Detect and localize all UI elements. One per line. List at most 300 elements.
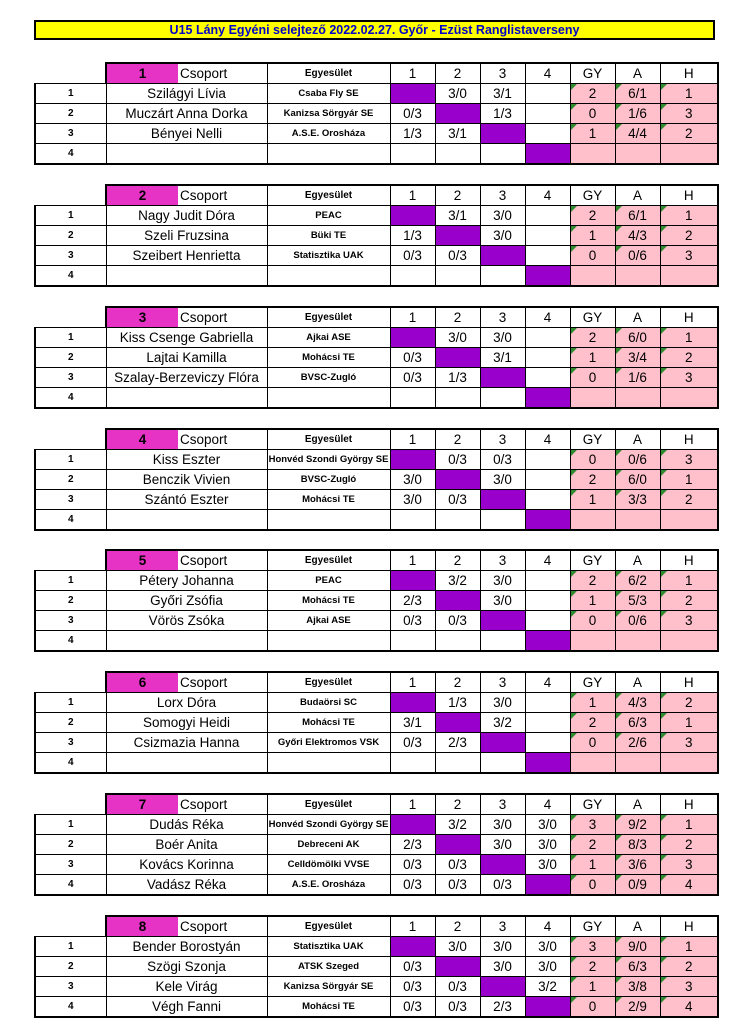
- placement: 2: [660, 835, 718, 855]
- placement: 4: [660, 875, 718, 896]
- player-club: Debreceni AK: [267, 835, 390, 855]
- match-score: 3/0: [480, 693, 525, 713]
- placement: 2: [660, 226, 718, 246]
- player-name: Kiss Csenge Gabriella: [106, 328, 267, 348]
- set-ratio: 6/3: [615, 713, 660, 733]
- self-match-cell: [435, 591, 480, 611]
- player-name: Kele Virág: [106, 977, 267, 997]
- player-row: [35, 997, 718, 1018]
- set-ratio: [615, 388, 660, 409]
- match-score: [480, 631, 525, 652]
- wins-count: 1: [570, 348, 615, 368]
- placement: [660, 510, 718, 531]
- header-spacer: [35, 794, 106, 815]
- match-score: 0/3: [390, 957, 435, 977]
- player-name: Szilágyi Lívia: [106, 84, 267, 104]
- header-spacer: [35, 550, 106, 571]
- match-score: [525, 124, 570, 144]
- self-match-cell: [390, 206, 435, 226]
- opponent-col-header: 4: [525, 185, 570, 206]
- player-row: [35, 815, 718, 835]
- set-ratio: [615, 510, 660, 531]
- player-name: Csizmazia Hanna: [106, 733, 267, 753]
- row-position: 4: [35, 631, 106, 652]
- self-match-cell: [480, 977, 525, 997]
- group-header-row: [35, 672, 718, 693]
- player-club: Statisztika UAK: [267, 937, 390, 957]
- player-row: [35, 510, 718, 531]
- set-ratio: 3/4: [615, 348, 660, 368]
- match-score: 0/3: [480, 450, 525, 470]
- wins-count: [570, 388, 615, 409]
- match-score: [525, 206, 570, 226]
- player-club: Ajkai ASE: [267, 328, 390, 348]
- wins-count: [570, 144, 615, 165]
- group-8: [34, 915, 717, 1018]
- match-score: 3/0: [435, 937, 480, 957]
- match-score: 0/3: [390, 246, 435, 266]
- wins-count: 2: [570, 713, 615, 733]
- player-club: A.S.E. Orosháza: [267, 875, 390, 896]
- h-header: H: [660, 63, 718, 84]
- opponent-col-header: 4: [525, 429, 570, 450]
- placement: 4: [660, 997, 718, 1018]
- a-header: A: [615, 672, 660, 693]
- player-name: Szántó Eszter: [106, 490, 267, 510]
- player-club: Ajkai ASE: [267, 611, 390, 631]
- match-score: [390, 144, 435, 165]
- self-match-cell: [480, 246, 525, 266]
- placement: 2: [660, 348, 718, 368]
- opponent-col-header: 2: [435, 916, 480, 937]
- player-name: Szögi Szonja: [106, 957, 267, 977]
- group-3: [34, 306, 717, 409]
- a-header: A: [615, 429, 660, 450]
- self-match-cell: [525, 144, 570, 165]
- match-score: 3/0: [480, 470, 525, 490]
- group-number: 8: [106, 916, 178, 937]
- match-score: 3/0: [525, 937, 570, 957]
- header-spacer: [35, 916, 106, 937]
- row-position: 3: [35, 855, 106, 875]
- player-name: [106, 266, 267, 287]
- player-club: [267, 144, 390, 165]
- row-position: 4: [35, 144, 106, 165]
- player-club: Celldömölki VVSE: [267, 855, 390, 875]
- player-name: Dudás Réka: [106, 815, 267, 835]
- player-club: Kanizsa Sörgyár SE: [267, 104, 390, 124]
- player-club: Honvéd Szondi György SE: [267, 815, 390, 835]
- match-score: 3/2: [480, 713, 525, 733]
- group-2: [34, 184, 717, 287]
- row-position: 4: [35, 510, 106, 531]
- club-header: Egyesület: [267, 550, 390, 571]
- opponent-col-header: 3: [480, 550, 525, 571]
- player-club: [267, 266, 390, 287]
- group-header-row: [35, 550, 718, 571]
- gy-header: GY: [570, 794, 615, 815]
- opponent-col-header: 3: [480, 794, 525, 815]
- match-score: 3/2: [435, 571, 480, 591]
- match-score: 3/1: [435, 124, 480, 144]
- match-score: 0/3: [390, 855, 435, 875]
- match-score: [525, 450, 570, 470]
- self-match-cell: [435, 348, 480, 368]
- placement: 1: [660, 84, 718, 104]
- opponent-col-header: 1: [390, 794, 435, 815]
- wins-count: [570, 266, 615, 287]
- set-ratio: 3/3: [615, 490, 660, 510]
- self-match-cell: [390, 937, 435, 957]
- wins-count: 0: [570, 368, 615, 388]
- match-score: 0/3: [390, 733, 435, 753]
- row-position: 2: [35, 226, 106, 246]
- player-row: [35, 388, 718, 409]
- opponent-col-header: 3: [480, 429, 525, 450]
- row-position: 1: [35, 815, 106, 835]
- player-row: [35, 977, 718, 997]
- player-name: Boér Anita: [106, 835, 267, 855]
- player-club: PEAC: [267, 206, 390, 226]
- group-label: Csoport: [178, 429, 267, 450]
- row-position: 1: [35, 693, 106, 713]
- opponent-col-header: 3: [480, 63, 525, 84]
- player-row: [35, 226, 718, 246]
- group-label: Csoport: [178, 550, 267, 571]
- match-score: [390, 266, 435, 287]
- self-match-cell: [390, 84, 435, 104]
- player-row: [35, 733, 718, 753]
- wins-count: [570, 631, 615, 652]
- row-position: 1: [35, 937, 106, 957]
- group-table: [34, 184, 719, 287]
- match-score: [435, 144, 480, 165]
- placement: 3: [660, 368, 718, 388]
- match-score: [525, 713, 570, 733]
- placement: 1: [660, 328, 718, 348]
- set-ratio: 6/0: [615, 470, 660, 490]
- opponent-col-header: 1: [390, 307, 435, 328]
- match-score: [435, 266, 480, 287]
- group-table: [34, 671, 719, 774]
- match-score: [480, 753, 525, 774]
- row-position: 1: [35, 328, 106, 348]
- match-score: 0/3: [390, 104, 435, 124]
- match-score: 0/3: [390, 875, 435, 896]
- group-header-row: [35, 63, 718, 84]
- set-ratio: 0/6: [615, 450, 660, 470]
- player-row: [35, 591, 718, 611]
- match-score: 3/1: [480, 84, 525, 104]
- set-ratio: 2/6: [615, 733, 660, 753]
- group-4: [34, 428, 717, 531]
- match-score: 0/3: [435, 611, 480, 631]
- player-club: [267, 631, 390, 652]
- placement: 1: [660, 713, 718, 733]
- wins-count: 0: [570, 104, 615, 124]
- self-match-cell: [435, 957, 480, 977]
- player-row: [35, 490, 718, 510]
- player-club: Mohácsi TE: [267, 713, 390, 733]
- player-club: Csaba Fly SE: [267, 84, 390, 104]
- player-club: BVSC-Zugló: [267, 470, 390, 490]
- wins-count: 0: [570, 733, 615, 753]
- group-number: 3: [106, 307, 178, 328]
- set-ratio: 1/6: [615, 104, 660, 124]
- group-table: [34, 62, 719, 165]
- wins-count: 1: [570, 855, 615, 875]
- player-name: Vadász Réka: [106, 875, 267, 896]
- wins-count: 2: [570, 571, 615, 591]
- player-name: Lajtai Kamilla: [106, 348, 267, 368]
- row-position: 4: [35, 997, 106, 1018]
- match-score: 1/3: [480, 104, 525, 124]
- player-name: Bényei Nelli: [106, 124, 267, 144]
- set-ratio: 6/2: [615, 571, 660, 591]
- match-score: [525, 226, 570, 246]
- group-label: Csoport: [178, 794, 267, 815]
- match-score: 3/0: [525, 835, 570, 855]
- self-match-cell: [525, 266, 570, 287]
- set-ratio: 0/6: [615, 246, 660, 266]
- player-name: Muczárt Anna Dorka: [106, 104, 267, 124]
- self-match-cell: [390, 693, 435, 713]
- match-score: 3/0: [390, 470, 435, 490]
- placement: 3: [660, 611, 718, 631]
- self-match-cell: [525, 510, 570, 531]
- row-position: 3: [35, 611, 106, 631]
- placement: 2: [660, 957, 718, 977]
- group-label: Csoport: [178, 307, 267, 328]
- player-name: Végh Fanni: [106, 997, 267, 1018]
- player-club: Kanizsa Sörgyár SE: [267, 977, 390, 997]
- wins-count: 1: [570, 124, 615, 144]
- player-row: [35, 246, 718, 266]
- set-ratio: [615, 266, 660, 287]
- self-match-cell: [435, 835, 480, 855]
- player-row: [35, 328, 718, 348]
- match-score: [525, 348, 570, 368]
- player-name: Nagy Judit Dóra: [106, 206, 267, 226]
- match-score: 2/3: [480, 997, 525, 1018]
- group-header-row: [35, 916, 718, 937]
- opponent-col-header: 1: [390, 63, 435, 84]
- row-position: 4: [35, 388, 106, 409]
- group-number: 6: [106, 672, 178, 693]
- placement: 2: [660, 591, 718, 611]
- placement: 3: [660, 246, 718, 266]
- player-name: Lorx Dóra: [106, 693, 267, 713]
- match-score: 3/0: [525, 957, 570, 977]
- group-6: [34, 671, 717, 774]
- row-position: 3: [35, 246, 106, 266]
- match-score: 3/0: [525, 815, 570, 835]
- player-row: [35, 835, 718, 855]
- player-row: [35, 693, 718, 713]
- player-row: [35, 470, 718, 490]
- match-score: 3/0: [480, 957, 525, 977]
- opponent-col-header: 2: [435, 550, 480, 571]
- wins-count: 0: [570, 997, 615, 1018]
- placement: 3: [660, 733, 718, 753]
- wins-count: 1: [570, 490, 615, 510]
- match-score: 0/3: [435, 997, 480, 1018]
- match-score: [390, 753, 435, 774]
- group-label: Csoport: [178, 916, 267, 937]
- set-ratio: 2/9: [615, 997, 660, 1018]
- group-table: [34, 549, 719, 652]
- set-ratio: 1/6: [615, 368, 660, 388]
- self-match-cell: [525, 388, 570, 409]
- gy-header: GY: [570, 307, 615, 328]
- match-score: 0/3: [390, 611, 435, 631]
- player-name: Vörös Zsóka: [106, 611, 267, 631]
- group-table: [34, 915, 719, 1018]
- match-score: [435, 388, 480, 409]
- player-row: [35, 957, 718, 977]
- placement: 2: [660, 490, 718, 510]
- opponent-col-header: 2: [435, 429, 480, 450]
- opponent-col-header: 1: [390, 672, 435, 693]
- header-spacer: [35, 672, 106, 693]
- wins-count: 2: [570, 328, 615, 348]
- self-match-cell: [480, 855, 525, 875]
- player-club: [267, 753, 390, 774]
- player-row: [35, 937, 718, 957]
- match-score: 3/0: [480, 591, 525, 611]
- player-name: Kiss Eszter: [106, 450, 267, 470]
- self-match-cell: [435, 226, 480, 246]
- row-position: 3: [35, 490, 106, 510]
- h-header: H: [660, 185, 718, 206]
- opponent-col-header: 3: [480, 185, 525, 206]
- opponent-col-header: 2: [435, 794, 480, 815]
- player-row: [35, 266, 718, 287]
- wins-count: 1: [570, 977, 615, 997]
- header-spacer: [35, 63, 106, 84]
- self-match-cell: [525, 631, 570, 652]
- player-club: [267, 510, 390, 531]
- match-score: 2/3: [390, 835, 435, 855]
- match-score: [525, 246, 570, 266]
- player-club: Honvéd Szondi György SE: [267, 450, 390, 470]
- player-club: BVSC-Zugló: [267, 368, 390, 388]
- self-match-cell: [390, 571, 435, 591]
- match-score: [435, 510, 480, 531]
- player-name: Szalay-Berzeviczy Flóra: [106, 368, 267, 388]
- match-score: 3/0: [480, 835, 525, 855]
- set-ratio: 0/6: [615, 611, 660, 631]
- row-position: 3: [35, 368, 106, 388]
- match-score: 0/3: [390, 997, 435, 1018]
- row-position: 2: [35, 470, 106, 490]
- wins-count: 1: [570, 693, 615, 713]
- wins-count: 3: [570, 815, 615, 835]
- gy-header: GY: [570, 550, 615, 571]
- row-position: 1: [35, 206, 106, 226]
- placement: 1: [660, 571, 718, 591]
- match-score: [480, 510, 525, 531]
- match-score: 0/3: [435, 875, 480, 896]
- opponent-col-header: 1: [390, 550, 435, 571]
- opponent-col-header: 4: [525, 63, 570, 84]
- row-position: 2: [35, 957, 106, 977]
- wins-count: 1: [570, 591, 615, 611]
- match-score: 3/1: [435, 206, 480, 226]
- group-table: [34, 793, 719, 896]
- a-header: A: [615, 550, 660, 571]
- self-match-cell: [525, 875, 570, 896]
- row-position: 2: [35, 104, 106, 124]
- group-number: 1: [106, 63, 178, 84]
- self-match-cell: [390, 450, 435, 470]
- group-number: 7: [106, 794, 178, 815]
- opponent-col-header: 4: [525, 672, 570, 693]
- set-ratio: 4/3: [615, 693, 660, 713]
- set-ratio: 6/1: [615, 84, 660, 104]
- set-ratio: 3/6: [615, 855, 660, 875]
- match-score: 1/3: [390, 226, 435, 246]
- match-score: [390, 510, 435, 531]
- club-header: Egyesület: [267, 307, 390, 328]
- player-club: Büki TE: [267, 226, 390, 246]
- opponent-col-header: 2: [435, 185, 480, 206]
- club-header: Egyesület: [267, 185, 390, 206]
- match-score: [525, 693, 570, 713]
- match-score: 3/1: [480, 348, 525, 368]
- row-position: 4: [35, 266, 106, 287]
- wins-count: 0: [570, 875, 615, 896]
- player-club: Mohácsi TE: [267, 348, 390, 368]
- match-score: 3/0: [480, 815, 525, 835]
- self-match-cell: [390, 815, 435, 835]
- match-score: 1/3: [435, 693, 480, 713]
- set-ratio: 4/4: [615, 124, 660, 144]
- match-score: 3/0: [435, 84, 480, 104]
- opponent-col-header: 4: [525, 307, 570, 328]
- club-header: Egyesület: [267, 916, 390, 937]
- self-match-cell: [480, 124, 525, 144]
- match-score: [525, 328, 570, 348]
- gy-header: GY: [570, 185, 615, 206]
- page-title: U15 Lány Egyéni selejtező 2022.02.27. Győr - Ezüst Ranglistaverseny: [34, 20, 715, 40]
- placement: 3: [660, 855, 718, 875]
- player-name: [106, 631, 267, 652]
- player-club: [267, 388, 390, 409]
- match-score: 1/3: [435, 368, 480, 388]
- player-name: Bender Borostyán: [106, 937, 267, 957]
- self-match-cell: [480, 368, 525, 388]
- self-match-cell: [480, 611, 525, 631]
- player-name: Benczik Vivien: [106, 470, 267, 490]
- row-position: 3: [35, 124, 106, 144]
- player-row: [35, 450, 718, 470]
- player-row: [35, 631, 718, 652]
- match-score: [525, 104, 570, 124]
- group-header-row: [35, 185, 718, 206]
- set-ratio: [615, 144, 660, 165]
- set-ratio: 6/3: [615, 957, 660, 977]
- row-position: 4: [35, 875, 106, 896]
- match-score: [525, 733, 570, 753]
- player-club: A.S.E. Orosháza: [267, 124, 390, 144]
- wins-count: [570, 753, 615, 774]
- match-score: 3/1: [390, 713, 435, 733]
- placement: [660, 753, 718, 774]
- self-match-cell: [435, 470, 480, 490]
- placement: 1: [660, 937, 718, 957]
- self-match-cell: [480, 733, 525, 753]
